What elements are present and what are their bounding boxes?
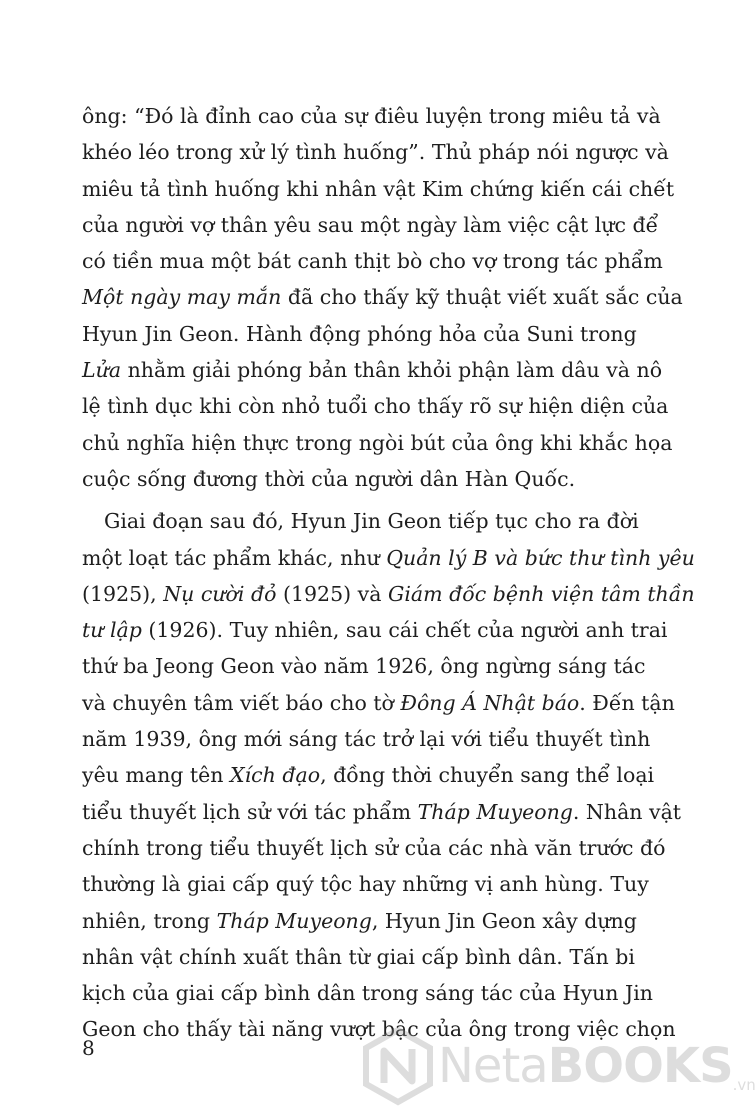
text-run: nhân vật chính xuất thân từ giai cấp bình dân. Tấn bi (82, 944, 635, 969)
italic-title: Giám đốc bệnh viện tâm thần (387, 581, 695, 606)
text-line (82, 721, 651, 757)
text-run: , đồng thời chuyển sang thể loại (320, 763, 655, 788)
text-line (82, 648, 646, 684)
text-run: cuộc sống đương thời của người dân Hàn Quốc. (82, 466, 576, 491)
text-line (82, 98, 661, 134)
text-line (82, 685, 675, 721)
text-line (82, 461, 618, 497)
text-run: kịch của giai cấp bình dân trong sáng tác của Hyun Jin (82, 981, 653, 1006)
text-line (82, 830, 666, 866)
text-line (82, 540, 695, 576)
text-line (82, 388, 669, 424)
text-line (82, 903, 637, 939)
text-line (82, 757, 655, 793)
paragraph (82, 503, 695, 1047)
text-run: nhiên, trong (82, 908, 217, 933)
text-run: lệ tình dục khi còn nhỏ tuổi cho thấy rõ sự hiện diện của (82, 394, 669, 419)
text-run: khéo léo trong xử lý tình huống”. Thủ pháp nói ngược và (82, 140, 669, 165)
text-run: (1926). Tuy nhiên, sau cái chết của người anh trai (141, 618, 668, 643)
text-run: chính trong tiểu thuyết lịch sử của các nhà văn trước đó (82, 835, 666, 860)
text-run: và chuyên tâm viết báo cho tờ (82, 690, 401, 715)
text-run: thứ ba Jeong Geon vào năm 1926, ông ngừng sáng tác (82, 654, 646, 679)
text-run: (1925) và (276, 581, 388, 606)
text-line (82, 794, 682, 830)
watermark-brand-thin: Neta (438, 1038, 548, 1094)
paragraph (82, 98, 683, 497)
italic-title: Tháp Muyeong (417, 799, 573, 824)
text-line (82, 171, 675, 207)
text-run: miêu tả tình huống khi nhân vật Kim chứng kiến cái chết (82, 176, 675, 201)
text-line (82, 576, 695, 612)
text-line (82, 503, 639, 539)
watermark-brand (438, 1038, 733, 1094)
page-number: 8 (82, 1036, 95, 1060)
text-run: Geon cho thấy tài năng vượt bậc của ông trong việc chọn (82, 1017, 676, 1042)
text-line (82, 866, 649, 902)
text-run: có tiền mua một bát canh thịt bò cho vợ trong tác phẩm (82, 249, 663, 274)
text-run: , Hyun Jin Geon xây dựng (371, 908, 637, 933)
text-line (82, 134, 669, 170)
text-run: chủ nghĩa hiện thực trong ngòi bút của ông khi khắc họa (82, 430, 673, 455)
watermark-brand-bold: BOOKS (547, 1038, 733, 1094)
text-line (82, 425, 673, 461)
text-line (82, 612, 668, 648)
italic-title: Tháp Muyeong (216, 908, 372, 933)
text-run: của người vợ thân yêu sau một ngày làm việc cật lực để (82, 212, 659, 237)
text-line (82, 207, 659, 243)
text-line (82, 939, 635, 975)
text-run: năm 1939, ông mới sáng tác trở lại với tiểu thuyết tình (82, 727, 651, 752)
italic-title: Lửa (82, 358, 122, 383)
text-line (82, 316, 637, 352)
text-run: nhằm giải phóng bản thân khỏi phận làm dâu và nô (121, 358, 663, 383)
italic-title: Xích đạo (230, 763, 321, 788)
text-run: thường là giai cấp quý tộc hay những vị anh hùng. Tuy (82, 872, 649, 897)
italic-title: Đông Á Nhật báo (400, 690, 580, 715)
text-run: Giai đoạn sau đó, Hyun Jin Geon tiếp tục cho ra đời (104, 509, 639, 534)
text-line (82, 352, 663, 388)
text-run: yêu mang tên (82, 763, 231, 788)
text-run: tiểu thuyết lịch sử với tác phẩm (82, 799, 418, 824)
text-run: đã cho thấy kỹ thuật viết xuất sắc của (281, 285, 683, 310)
watermark (362, 1024, 756, 1108)
text-run: . Nhân vật (572, 799, 682, 824)
italic-title: Nụ cười đỏ (163, 581, 277, 606)
watermark-suffix: .vn (732, 1076, 756, 1094)
page-body (82, 98, 695, 1048)
text-run: (1925), (82, 581, 164, 606)
italic-title: Quản lý B và bức thư tình yêu (386, 545, 695, 570)
text-line (82, 243, 663, 279)
text-line (82, 279, 683, 315)
text-run: Hyun Jin Geon. Hành động phóng hỏa của Suni trong (82, 321, 637, 346)
text-run: ông: “Đó là đỉnh cao của sự điêu luyện trong miêu tả và (82, 104, 661, 128)
text-run: . Đến tận (579, 690, 675, 715)
italic-title: tư lập (82, 618, 142, 643)
netabooks-logo-icon (362, 1027, 434, 1105)
italic-title: Một ngày may mắn (82, 285, 282, 310)
text-line (82, 975, 653, 1011)
text-run: một loạt tác phẩm khác, như (82, 545, 387, 570)
